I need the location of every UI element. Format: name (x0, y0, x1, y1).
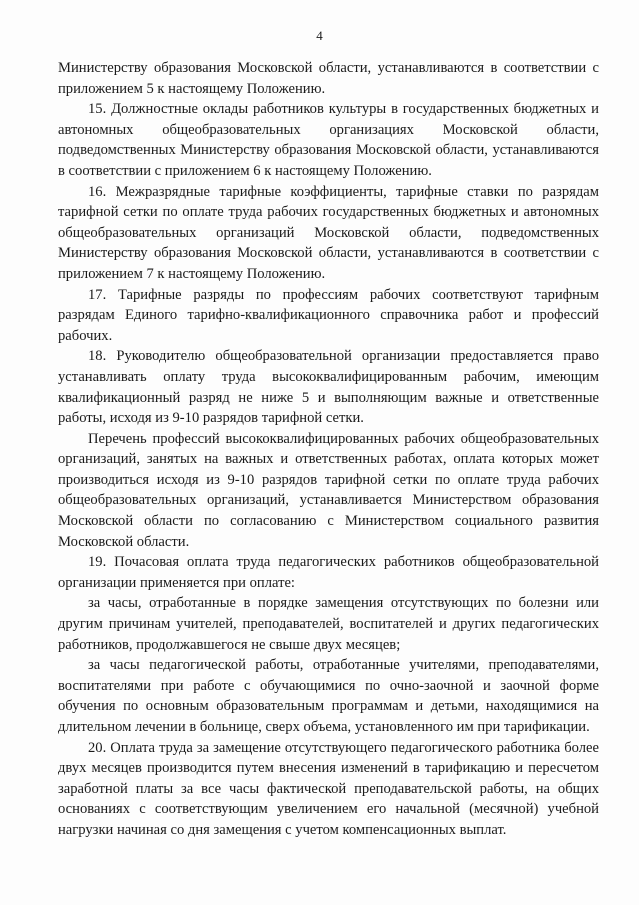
paragraph-19-item-2: за часы педагогической работы, отработанные учителями, преподавателями, воспитателями при работе с обучающимися по очно-заочной и заочной форме обучения по основным образовательным программам и детьми, находящимися на длительном лечении в больнице, сверх объема, установленного им при тарификации. (58, 657, 599, 735)
paragraph-16: 16. Межразрядные тарифные коэффициенты, тарифные ставки по разрядам тарифной сетки по оплате труда рабочих государственных бюджетных и автономных общеобразовательных организаций Московской области, подведомственных Министерству образования Московской области, устанавливаются в соответствии с приложением 7 к настоящему Положению. (58, 183, 599, 282)
page-number: 4 (316, 28, 323, 43)
paragraph-18: 18. Руководителю общеобразовательной организации предоставляется право устанавливать оплату труда высококвалифицированным рабочим, имеющим квалификационный разряд не ниже 5 и выполняющим важные и ответственные работы, исходя из 9-10 разрядов тарифной сетки. (58, 348, 599, 427)
paragraph-20: 20. Оплата труда за замещение отсутствующего педагогического работника более двух месяцев производится путем внесения изменений в тарификацию и пересчетом заработной платы за все часы фактической преподавательской работы, на общих основаниях с соответствующим увеличением его начальной (месячной) учебной нагрузки начиная со дня замещения с учетом компенсационных выплат. (58, 739, 599, 838)
paragraph-continuation: Министерству образования Московской области, устанавливаются в соответствии с приложением 5 к настоящему Положению. (58, 60, 599, 97)
paragraph-19-item-1: за часы, отработанные в порядке замещения отсутствующих по болезни или другим причинам учителей, преподавателей, воспитателей и других педагогических работников, продолжавшегося не свыше двух месяцев; (58, 595, 599, 653)
paragraph-15: 15. Должностные оклады работников культуры в государственных бюджетных и автономных общеобразовательных организациях Московской области, подведомственных Министерству образования Московской области, устанавливаются в соответствии с приложением 6 к настоящему Положению. (58, 101, 599, 179)
paragraph-list-of-professions: Перечень профессий высококвалифицированных рабочих общеобразовательных организаций, занятых на важных и ответственных работах, оплата которых может производиться исходя из 9-10 разрядов тарифной сетки по оплате труда рабочих общеобразовательных организаций, устанавливается Министерством образования Московской области по согласованию с Министерством социального развития Московской области. (58, 430, 599, 550)
paragraph-17: 17. Тарифные разряды по профессиям рабочих соответствуют тарифным разрядам Единого тарифно-квалификационного справочника работ и профессий рабочих. (58, 286, 599, 344)
document-body (58, 58, 599, 841)
paragraph-19: 19. Почасовая оплата труда педагогических работников общеобразовательной организации применяется при оплате: (58, 554, 599, 591)
